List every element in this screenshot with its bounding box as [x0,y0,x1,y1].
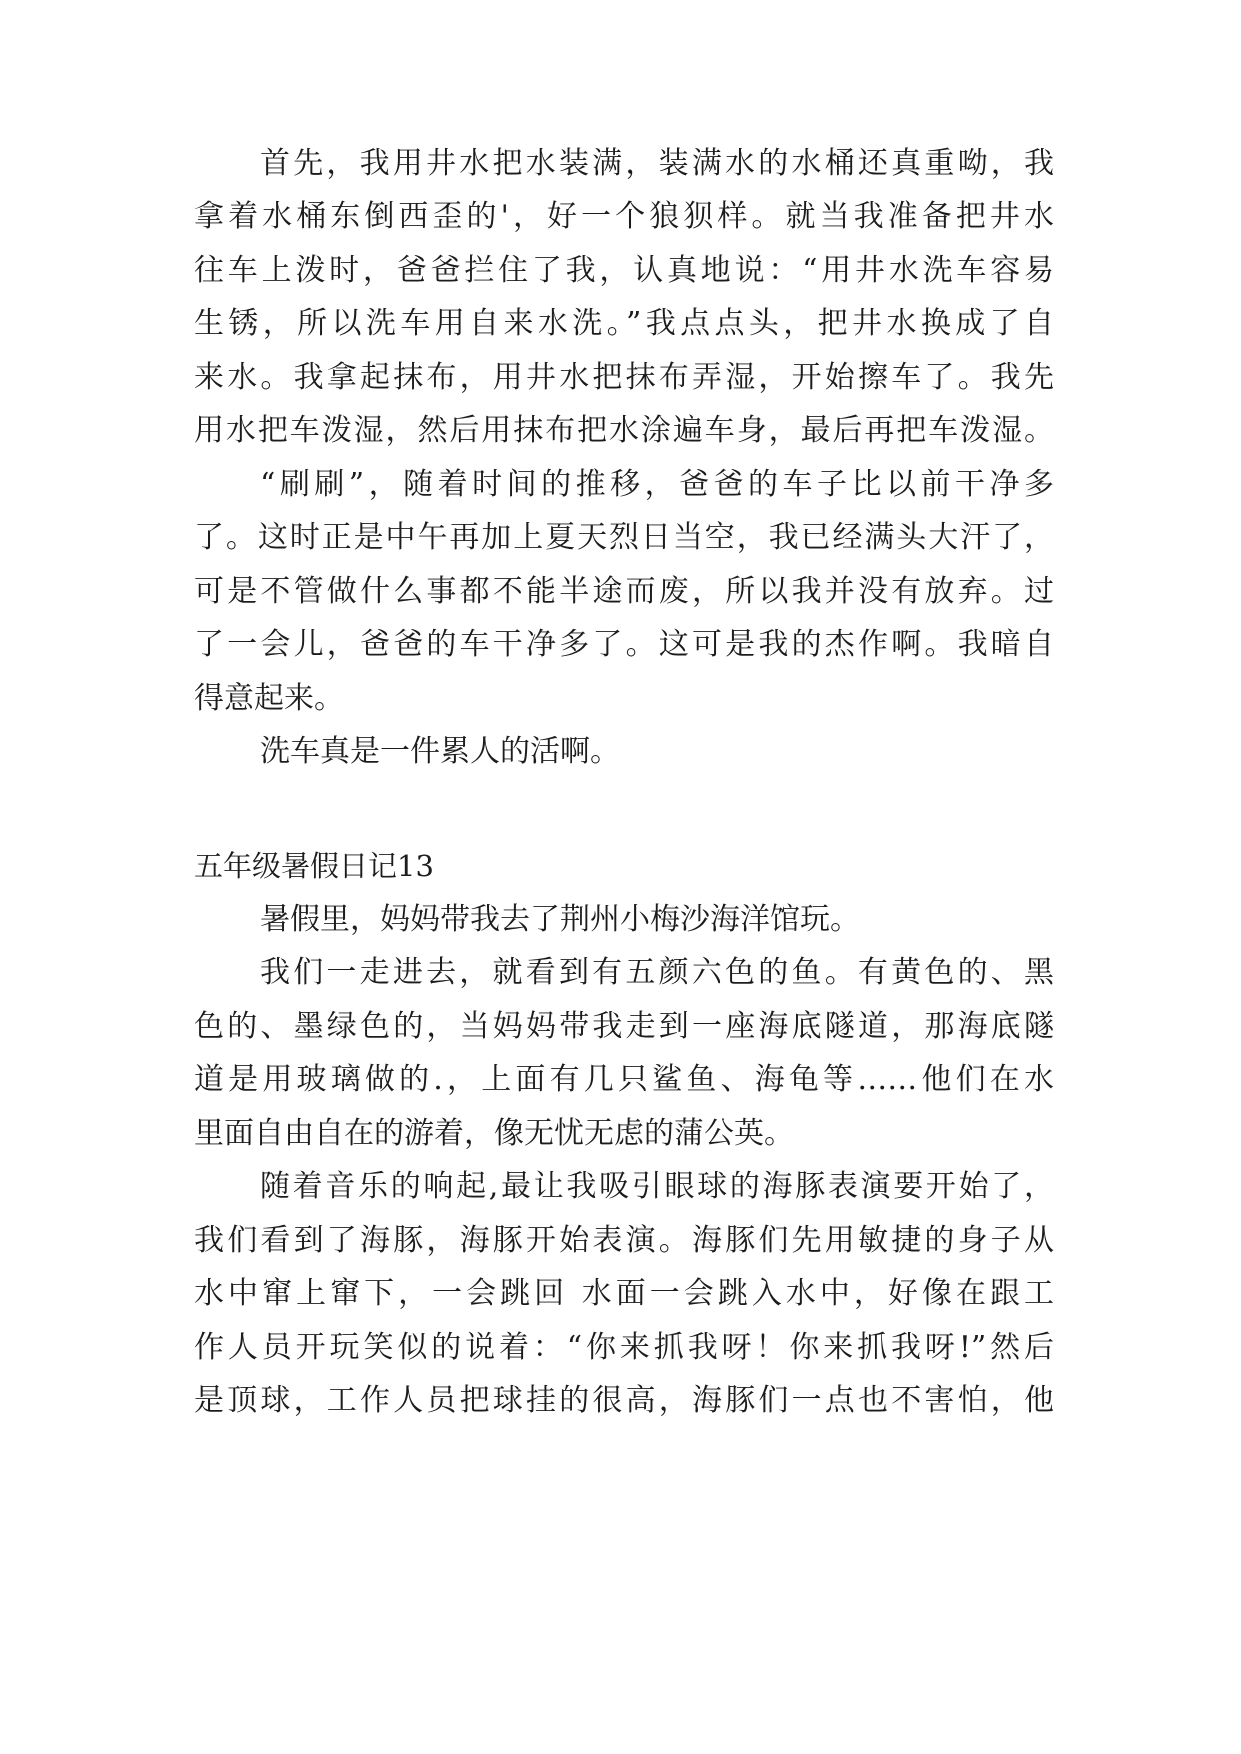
paragraph-line: 生锈，所以洗车用自来水洗。”我点点头，把井水换成了自 [194,306,1054,341]
section-heading: 五年级暑假日记13 [194,849,434,883]
paragraph-line: 用水把车泼湿，然后用抹布把水涂遍车身，最后再把车泼湿。 [194,413,1054,448]
paragraph-line: 得意起来。 [194,681,344,716]
paragraph-line: 我们看到了海豚，海豚开始表演。海豚们先用敏捷的身子从 [194,1223,1054,1258]
paragraph-line: 往车上泼时，爸爸拦住了我，认真地说：“用井水洗车容易 [194,253,1054,288]
paragraph-line: 我们一走进去，就看到有五颜六色的鱼。有黄色的、黑 [260,955,1054,990]
paragraph-line: 洗车真是一件累人的活啊。 [260,734,620,769]
paragraph-line: 了一会儿，爸爸的车干净多了。这可是我的杰作啊。我暗自 [194,627,1054,662]
paragraph-line: 可是不管做什么事都不能半途而废，所以我并没有放弃。过 [194,574,1054,609]
paragraph-line: 首先，我用井水把水装满，装满水的水桶还真重呦，我 [260,146,1054,181]
paragraph-line: 随着音乐的响起,最让我吸引眼球的海豚表演要开始了， [260,1169,1054,1204]
paragraph-line: 暑假里，妈妈带我去了荆州小梅沙海洋馆玩。 [260,902,860,937]
paragraph-line: 是顶球，工作人员把球挂的很高，海豚们一点也不害怕，他 [194,1383,1054,1418]
paragraph-line: 里面自由自在的游着，像无忧无虑的蒲公英。 [194,1116,794,1151]
paragraph-line: 拿着水桶东倒西歪的'，好一个狼狈样。就当我准备把井水 [194,199,1054,234]
paragraph-line: “刷刷”，随着时间的推移，爸爸的车子比以前干净多 [260,467,1054,502]
paragraph-line: 水中窜上窜下，一会跳回 水面一会跳入水中，好像在跟工 [194,1276,1054,1311]
paragraph-line: 色的、墨绿色的，当妈妈带我走到一座海底隧道，那海底隧 [194,1009,1054,1044]
paragraph-line: 了。这时正是中午再加上夏天烈日当空，我已经满头大汗了， [194,520,1054,555]
paragraph-line: 来水。我拿起抹布，用井水把抹布弄湿，开始擦车了。我先 [194,360,1054,395]
paragraph-line: 道是用玻璃做的.，上面有几只鲨鱼、海龟等……他们在水 [194,1062,1054,1097]
paragraph-line: 作人员开玩笑似的说着：“你来抓我呀！你来抓我呀!”然后 [194,1330,1054,1365]
